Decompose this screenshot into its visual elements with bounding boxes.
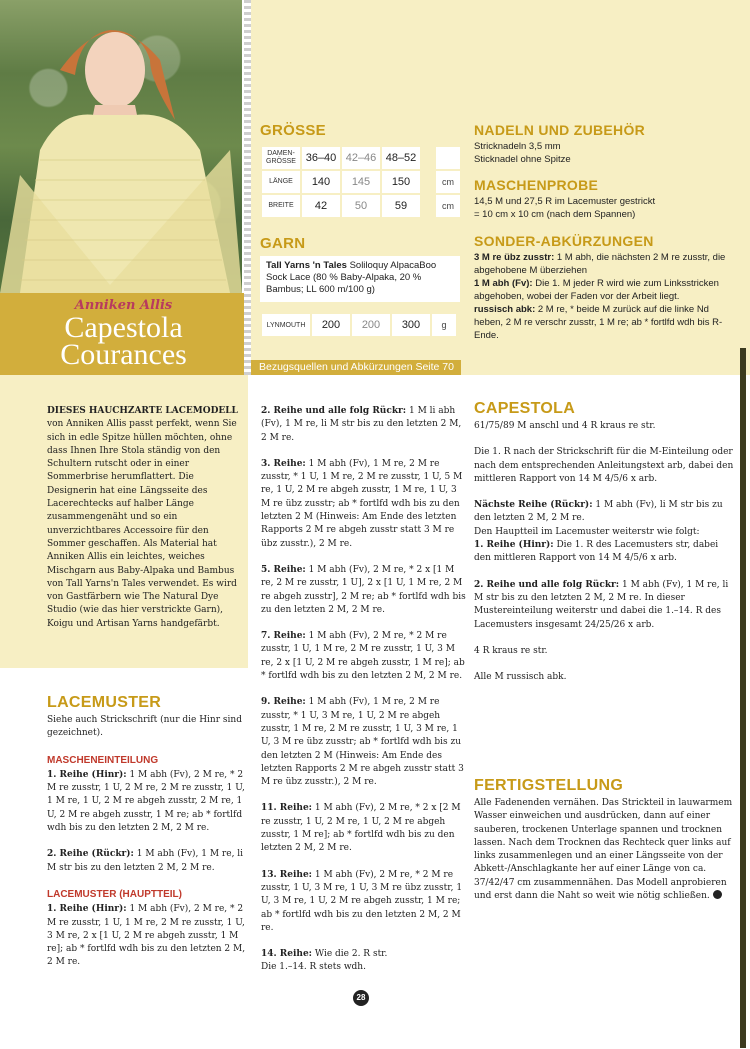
row-term: 9. Reihe: <box>261 697 306 708</box>
table-row <box>262 147 460 169</box>
length-value: 150 <box>382 171 420 193</box>
row-term: 5. Reihe: <box>261 564 306 575</box>
size-label: DAMEN-GRÖSSE <box>262 147 300 169</box>
yarn-description <box>260 256 460 302</box>
stitch-division-heading: MASCHENEINTEILUNG <box>47 754 159 766</box>
row-instruction <box>261 948 466 975</box>
instruction-paragraph: 4 R kraus re str. <box>474 645 548 656</box>
row-term: Nächste Reihe (Rückr): <box>474 500 593 511</box>
row-text: 1 M abh (Fv), 2 M re, * 2 M re zusstr, 1 U, 1 M re, 2 M re zusstr, 1 U, 3 M re, 2 x [1 U, 2 M re abgeh zusstr, 1 M re]; ab * fortlfd wdh bis zu den letzten 2 M, 2 M re. <box>261 631 465 682</box>
capestola-heading: CAPESTOLA <box>474 400 576 417</box>
finishing-heading: FERTIGSTELLUNG <box>474 777 624 794</box>
row-term: 1. Reihe (Hinr): <box>47 769 127 780</box>
cover-photo <box>0 0 242 293</box>
row-instruction <box>474 579 736 632</box>
row-term: 7. Reihe: <box>261 631 306 642</box>
row-term: 2. Reihe und alle folg Rückr: <box>474 579 620 590</box>
length-label: LÄNGE <box>262 171 300 193</box>
row-term: 14. Reihe: <box>261 949 313 960</box>
sources-note: Bezugsquellen und Abkürzungen Seite 70 <box>251 360 461 375</box>
pattern-title-line2: Courances <box>60 338 187 371</box>
row-text: Wie die 2. R str. <box>312 949 388 960</box>
row-instruction <box>261 458 466 551</box>
length-value: 145 <box>342 171 380 193</box>
intro-body: von Anniken Allis passt perfekt, wenn Sie sich in edle Spitze hüllen möchten, ohne dass Ihnen Ihre Stola ständig von den Schultern rutscht oder in einer Sommerbrise herumflattert. Die Designerin hat eine Längsseite des Lacerechtecks auf halber Länge zusammengenäht und so ein unverzichtbares Accessoire für den Sommer geschaffen. Als Material hat Anniken Allis ein leichtes, weiches Mischgarn aus Baby-Alpaka und Bambus von Tall Yarns'n Tales verwendet. Es wird von Gastfärbern wie The Natural Dye Studio (wie das hier verstrickte Garn), Koigu und Artisan Yarns handgefärbt. <box>47 419 237 629</box>
width-value: 42 <box>302 195 340 217</box>
width-value: 50 <box>342 195 380 217</box>
page-edge <box>740 348 746 1048</box>
end-mark-icon <box>713 890 722 899</box>
row-text: 1 M abh (Fv), 2 M re, * 2 M re zusstr, 1 U, 3 M re, 1 U, 3 M re übz zusstr, 1 U, 3 M re, 1 U, 2 M re abgeh zusstr, 1 M re; ab * fortlfd wdh bis zu den letzten 2 M, 2 M re. <box>261 869 463 933</box>
capestola-text <box>474 420 736 697</box>
gauge-line: = 10 cm x 10 cm (nach dem Spannen) <box>474 209 636 220</box>
pattern-title-line1: Capestola <box>64 311 183 344</box>
width-unit: cm <box>436 195 460 217</box>
table-row <box>262 314 456 336</box>
instruction-paragraph: Die 1. R nach der Strickschrift für die M-Einteilung oder nach dem entsprechenden Anleitungstext arb, dabei den mittleren Rapport von 14 M 4/5/6 x arb. <box>474 447 734 484</box>
abbreviations-heading: SONDER-ABKÜRZUNGEN <box>474 233 654 249</box>
yarn-unit: g <box>432 314 456 336</box>
abbreviation-text: 1 M abh, die nächsten 2 M re zusstr, die abgehobene M überziehen <box>474 252 726 276</box>
designer-name: Anniken Allis <box>74 298 173 313</box>
table-row <box>262 195 460 217</box>
length-value: 140 <box>302 171 340 193</box>
spacer <box>422 147 434 169</box>
row-term: 2. Reihe und alle folg Rückr: <box>261 406 407 416</box>
repeat-note: Die 1.–14. R stets wdh. <box>261 962 366 973</box>
abbreviation-text: 2 M re, * beide M zurück auf die linke Nd heben, 2 M re verschr zusstr, 1 M re; ab * fortlfd wdh bis R-Ende. <box>474 304 723 341</box>
size-unit <box>436 147 460 169</box>
abbreviations-section <box>474 235 736 342</box>
row-text: 1 M abh (Fv), 2 M re, * 2 x [1 M re, 2 M re zusstr, 1 U], 2 x [1 U, 1 M re, 2 M re abgeh zusstr], 2 M re; ab * fortlfd wdh bis zu den letzten 2 M, 2 M re. <box>261 564 466 615</box>
row-instruction <box>47 903 247 969</box>
abbreviation-item <box>474 303 736 342</box>
lace-rows-column <box>261 405 466 988</box>
abbreviation-term: 1 M abh (Fv): <box>474 278 533 289</box>
abbreviation-item <box>474 251 736 277</box>
yarn-table <box>260 312 458 338</box>
row-text: 1 M abh (Fv), 1 M re, 2 M re zusstr, * 1 U, 3 M re, 1 U, 2 M re abgeh zusstr, 1 M re, 2 M re zusstr, 1 U, 3 M re, 1 U, 3 M re übz zusstr; ab * fortlfd wdh bis zu den letzten 2 M (Hinweis: Am Ende des letzten Rapports 2 M re abgeh zusstr statt 3 M re übz zusstr.), 2 M re. <box>261 697 464 788</box>
model-illustration <box>0 0 242 293</box>
lace-pattern-text <box>47 714 247 983</box>
row-text: 1 M abh (Fv), 2 M re, * 2 x [2 M re zusstr, 1 U, 2 M re, 1 U, 2 M re abgeh zusstr, 1 M re]; ab * fortlfd wdh bis zu den letzten 2 M, 2 M re. <box>261 803 461 854</box>
abbreviation-term: 3 M re übz zusstr: <box>474 252 555 263</box>
intro-lead: DIESES HAUCHZARTE LACEMODELL <box>47 406 238 416</box>
width-label: BREITE <box>262 195 300 217</box>
row-text: 1 M abh (Fv), 1 M re, li M str bis zu den letzten 2 M, 2 M re. <box>47 849 244 873</box>
row-text: 1 M abh (Fv), 1 M re, li M str bis zu den letzten 2 M, 2 M re. In dieser Mustereinteilung weiterstr und dabei die 1.–14. R des Lacemusters insgesamt 24/25/26 x arb. <box>474 579 729 630</box>
gauge-section <box>474 179 736 221</box>
needles-heading: NADELN UND ZUBEHÖR <box>474 122 646 138</box>
table-row <box>262 171 460 193</box>
yarn-brand: Tall Yarns 'n Tales <box>266 260 347 271</box>
needles-line: Sticknadel ohne Spitze <box>474 154 571 165</box>
spacer <box>422 195 434 217</box>
main-lace-heading: LACEMUSTER (HAUPTTEIL) <box>47 888 182 900</box>
yarn-amount: 300 <box>392 314 430 336</box>
instruction-text: Den Hauptteil im Lacemuster weiterstr wie folgt: <box>474 526 700 537</box>
gauge-heading: MASCHENPROBE <box>474 177 599 193</box>
row-text: Die 1. R des Lacemusters str, dabei den mittleren Rapport von 14 M 4/5/6 x arb. <box>474 540 719 564</box>
colorway-label: LYNMOUTH <box>262 314 310 336</box>
yarn-amount: 200 <box>352 314 390 336</box>
row-text: 1 M li abh (Fv), 1 M re, li M str bis zu den letzten 2 M, 2 M re. <box>261 406 462 443</box>
width-value: 59 <box>382 195 420 217</box>
yarn-amount: 200 <box>312 314 350 336</box>
row-text: 1 M abh (Fv), li M str bis zu den letzten 2 M, 2 M re. <box>474 500 723 524</box>
row-instruction <box>261 869 466 935</box>
row-term: 2. Reihe (Rückr): <box>47 849 134 860</box>
finishing-text <box>474 797 736 916</box>
size-heading: GRÖSSE <box>260 122 326 139</box>
row-term: 3. Reihe: <box>261 458 306 469</box>
lace-pattern-heading: LACEMUSTER <box>47 694 162 711</box>
page-number: 28 <box>353 990 369 1006</box>
row-instruction <box>47 848 247 875</box>
finishing-body: Alle Fadenenden vernähen. Das Strickteil in lauwarmem Wasser einweichen und ausdrücken, dann auf einer sauberen, trockenen Unterlage spannen und trocknen lassen. Nach dem Trocknen das Rechteck quer links auf links zusammenlegen und an einer Längsseite von der Abkett-/Anschlagkante her auf einer Länge von ca. 37/42/47 cm zusammennähen. Das Modell anprobieren und erst dann die Naht so weit wie nötig schließen. <box>474 798 733 902</box>
row-instruction <box>261 630 466 683</box>
instruction-paragraph: 61/75/89 M anschl und 4 R kraus re str. <box>474 421 656 431</box>
abbreviation-text: Die 1. M jeder R wird wie zum Linksstricken abgehoben, wobei der Faden vor der Arbeit liegt. <box>474 278 719 302</box>
yarn-heading: GARN <box>260 235 306 252</box>
size-value: 42–46 <box>342 147 380 169</box>
abbreviation-term: russisch abk: <box>474 304 536 315</box>
intro-text <box>47 405 243 644</box>
row-instruction <box>261 405 466 445</box>
row-text: 1 M abh (Fv), 2 M re, * 2 M re zusstr, 1 U, 2 M re, 2 M re zusstr, 1 U, 1 M re, 1 U, 2 M re abgeh zusstr, 2 M re, 1 U, 2 M re abgeh zusstr, 1 M re; ab * fortlfd wdh bis zu den letzten 2 M, 2 M re. <box>47 769 245 834</box>
size-value: 48–52 <box>382 147 420 169</box>
row-text: 1 M abh (Fv), 1 M re, 2 M re zusstr, * 1 U, 1 M re, 2 M re zusstr, 1 U, 5 M re, 1 U, 2 M re abgeh zusstr, 1 M re, 1 U, 3 M re übz zusstr; ab * fortlfd wdh bis zu den letzten 2 M (Hinweis: Am Ende des letzten Rapports 2 M re abgeh zusstr statt 3 M re übz zusstr.), 2 M re. <box>261 458 463 549</box>
row-instruction <box>474 499 736 565</box>
yarn-details: Soliloquy AlpacaBoo Sock Lace (80 % Baby-Alpaka, 20 % Bambus; LL 600 m/100 g) <box>266 260 437 295</box>
gauge-line: 14,5 M und 27,5 R im Lacemuster gestrickt <box>474 196 656 207</box>
spacer <box>422 171 434 193</box>
abbreviation-item <box>474 277 736 303</box>
size-value: 36–40 <box>302 147 340 169</box>
row-instruction <box>261 696 466 789</box>
size-table <box>260 145 462 219</box>
row-term: 13. Reihe: <box>261 869 313 880</box>
length-unit: cm <box>436 171 460 193</box>
row-term: 1. Reihe (Hinr): <box>47 904 127 915</box>
row-instruction <box>261 564 466 617</box>
lace-note: Siehe auch Strickschrift (nur die Hinr sind gezeichnet). <box>47 715 242 739</box>
needles-line: Stricknadeln 3,5 mm <box>474 141 561 152</box>
row-instruction <box>47 769 247 835</box>
needles-section <box>474 124 736 166</box>
binding-spine <box>244 0 251 375</box>
row-text: 1 M abh (Fv), 2 M re, * 2 M re zusstr, 1 U, 1 M re, 2 M re zusstr, 1 U, 3 M re, 2 x [1 U, 2 M re abgeh zusstr, 1 M re]; ab * fortlfd wdh bis zu den letzten 2 M, 2 M re. <box>47 904 246 968</box>
row-instruction <box>261 802 466 855</box>
row-term: 1. Reihe (Hinr): <box>474 540 554 551</box>
row-term: 11. Reihe: <box>261 803 313 814</box>
instruction-paragraph: Alle M russisch abk. <box>474 672 567 683</box>
